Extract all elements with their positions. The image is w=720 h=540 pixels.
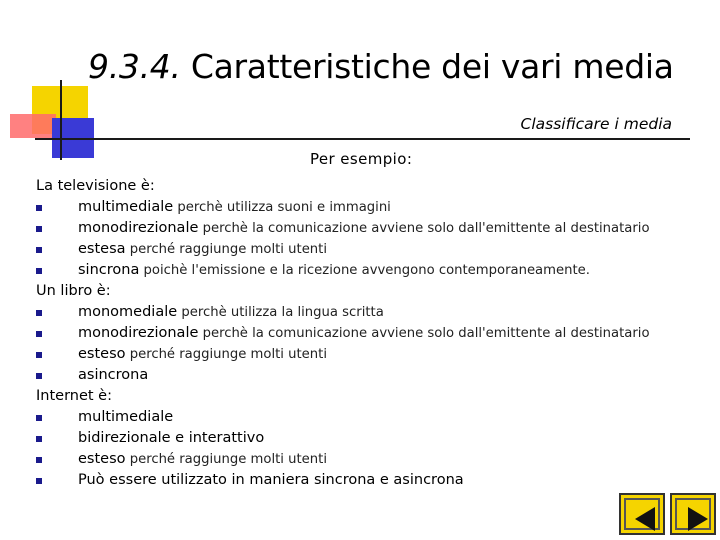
bullet-icon [36, 457, 42, 463]
item-term: monodirezionale [78, 220, 199, 236]
previous-slide-button[interactable] [619, 493, 665, 535]
list-item [36, 449, 696, 470]
item-detail: perchè utilizza suoni e immagini [173, 200, 391, 215]
bullet-icon [36, 415, 42, 421]
item-detail: perchè la comunicazione avviene solo dall'emittente al destinatario [198, 326, 650, 341]
item-term: bidirezionale e interattivo [78, 430, 265, 446]
previous-button-frame [624, 498, 660, 530]
bullet-icon [36, 478, 42, 484]
bullet-icon [36, 310, 42, 316]
list-item [36, 365, 696, 386]
list-item [36, 218, 696, 239]
item-detail: perché raggiunge molti utenti [125, 347, 327, 362]
list-item [36, 323, 696, 344]
item-detail: perchè utilizza la lingua scritta [177, 305, 384, 320]
slide-title [88, 44, 674, 90]
title-text: Caratteristiche dei vari media [190, 47, 674, 86]
item-term: Può essere utilizzato in maniera sincrona e asincrona [78, 472, 464, 488]
slide-subtitle: Classificare i media [520, 115, 672, 133]
list-item [36, 344, 696, 365]
slide-content [36, 176, 696, 491]
item-term: esteso [78, 346, 126, 362]
list-item [36, 239, 696, 260]
group-title-internet: Internet è: [36, 388, 112, 404]
group-title-television: La televisione è: [36, 178, 155, 194]
title-divider [35, 138, 690, 140]
item-term: sincrona [78, 262, 140, 278]
item-detail: perchè la comunicazione avviene solo dall'emittente al destinatario [198, 221, 650, 236]
intro-text: Per esempio: [310, 150, 413, 168]
logo-red-square [10, 114, 56, 138]
bullet-icon [36, 331, 42, 337]
list-item [36, 260, 696, 281]
bullet-icon [36, 226, 42, 232]
bullet-icon [36, 436, 42, 442]
item-term: multimediale [78, 409, 174, 425]
bullet-icon [36, 373, 42, 379]
next-slide-button[interactable] [670, 493, 716, 535]
list-item [36, 407, 696, 428]
item-detail: perché raggiunge molti utenti [125, 452, 327, 467]
list-item [36, 302, 696, 323]
item-term: monomediale [78, 304, 178, 320]
group-title-book: Un libro è: [36, 283, 111, 299]
item-term: multimediale [78, 199, 174, 215]
triangle-right-icon [688, 507, 708, 531]
bullet-icon [36, 268, 42, 274]
item-term: estesa [78, 241, 126, 257]
list-item [36, 197, 696, 218]
bullet-icon [36, 247, 42, 253]
item-detail: poichè l'emissione e la ricezione avvengono contemporaneamente. [139, 263, 590, 278]
bullet-icon [36, 352, 42, 358]
item-term: asincrona [78, 367, 149, 383]
bullet-icon [36, 205, 42, 211]
item-detail: perché raggiunge molti utenti [125, 242, 327, 257]
item-term: esteso [78, 451, 126, 467]
title-number: 9.3.4. [88, 47, 181, 86]
item-term: monodirezionale [78, 325, 199, 341]
list-item [36, 428, 696, 449]
list-item [36, 470, 696, 491]
logo-vertical-line [60, 80, 62, 160]
next-button-frame [675, 498, 711, 530]
triangle-left-icon [635, 507, 655, 531]
